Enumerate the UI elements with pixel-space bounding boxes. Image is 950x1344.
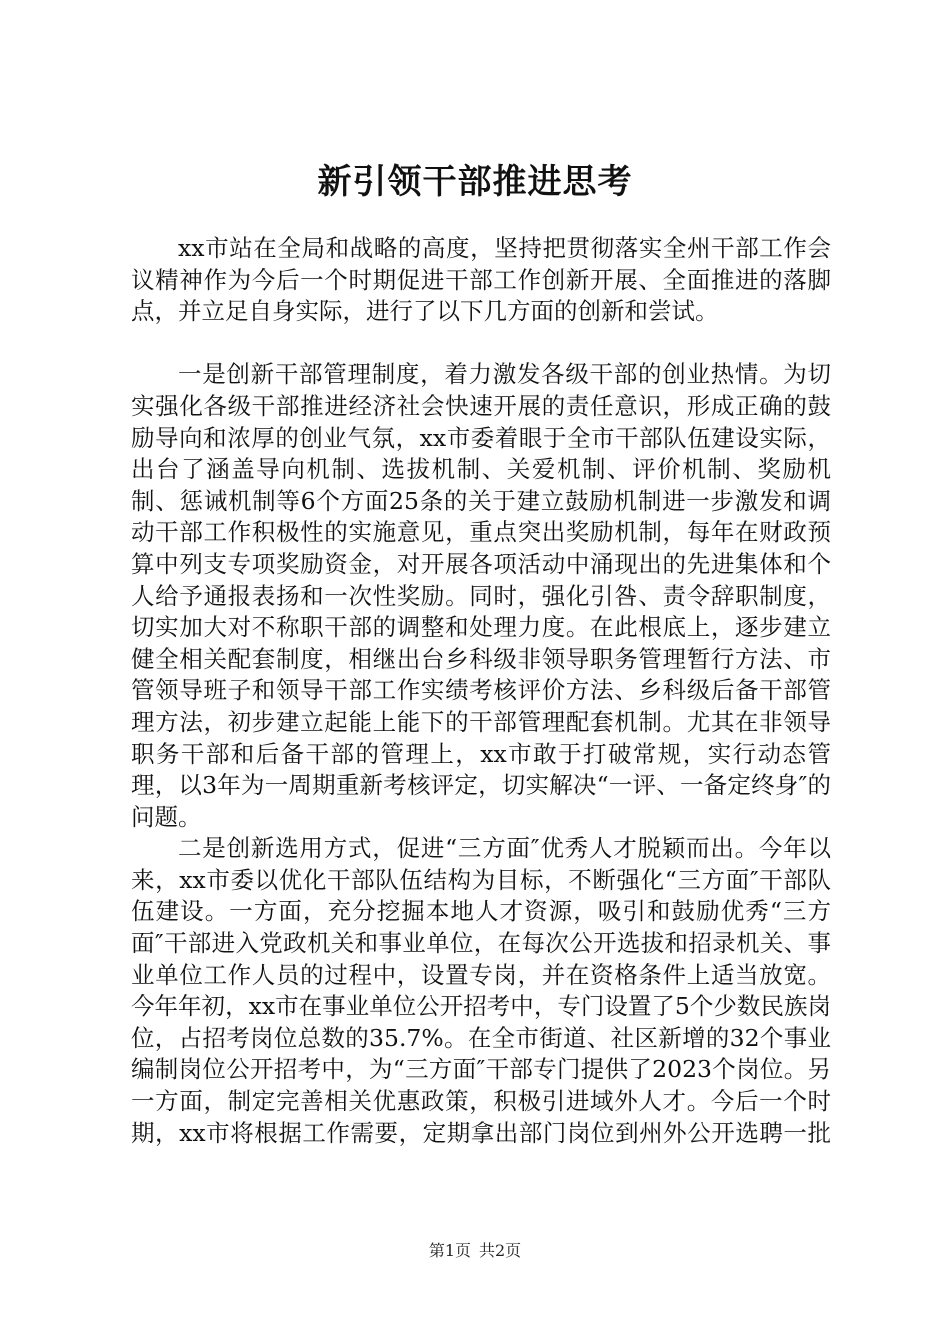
- paragraph-selection-method: 二是创新选用方式，促进“三方面″优秀人才脱颖而出。今年以来，xx市委以优化干部队伍结构为目标，不断强化“三方面″干部队伍建设。一方面，充分挖掘本地人才资源，吸引和鼓励优秀“三方面″干部进入党政机关和事业单位，在每次公开选拔和招录机关、事业单位工作人员的过程中，设置专岗，并在资格条件上适当放宽。今年年初，xx市在事业单位公开招考中，专门设置了5个少数民族岗位，占招考岗位总数的35.7%。在全市街道、社区新增的32个事业编制岗位公开招考中，为“三方面″干部专门提供了2023个岗位。另一方面，制定完善相关优惠政策，积极引进域外人才。今后一个时期，xx市将根据工作需要，定期拿出部门岗位到州外公开选聘一批: [131, 834, 831, 1147]
- paragraph-intro: xx市站在全局和战略的高度，坚持把贯彻落实全州干部工作会议精神作为今后一个时期促进干部工作创新开展、全面推进的落脚点，并立足自身实际，进行了以下几方面的创新和尝试。: [131, 234, 831, 326]
- page-total: 共2页: [479, 1241, 522, 1260]
- document-title: 新引领干部推进思考: [317, 162, 633, 202]
- page-footer: [0, 1240, 950, 1262]
- page-number: 第1页: [428, 1241, 471, 1260]
- paragraph-gap: [131, 328, 831, 360]
- paragraph-management-system: 一是创新干部管理制度，着力激发各级干部的创业热情。为切实强化各级干部推进经济社会快速开展的责任意识，形成正确的鼓励导向和浓厚的创业气氛，xx市委着眼于全市干部队伍建设实际，出台了涵盖导向机制、选拔机制、关爱机制、评价机制、奖励机制、惩诫机制等6个方面25条的关于建立鼓励机制进一步激发和调动干部工作积极性的实施意见，重点突出奖励机制，每年在财政预算中列支专项奖励资金，对开展各项活动中涌现出的先进集体和个人给予通报表扬和一次性奖励。同时，强化引咎、责令辞职制度，切实加大对不称职干部的调整和处理力度。在此根底上，逐步建立健全相关配套制度，相继出台乡科级非领导职务管理暂行方法、市管领导班子和领导干部工作实绩考核评价方法、乡科级后备干部管理方法，初步建立起能上能下的干部管理配套机制。尤其在非领导职务干部和后备干部的管理上，xx市敢于打破常规，实行动态管理，以3年为一周期重新考核评定，切实解决“一评、一备定终身″的问题。: [131, 360, 831, 831]
- document-body: [131, 233, 831, 1149]
